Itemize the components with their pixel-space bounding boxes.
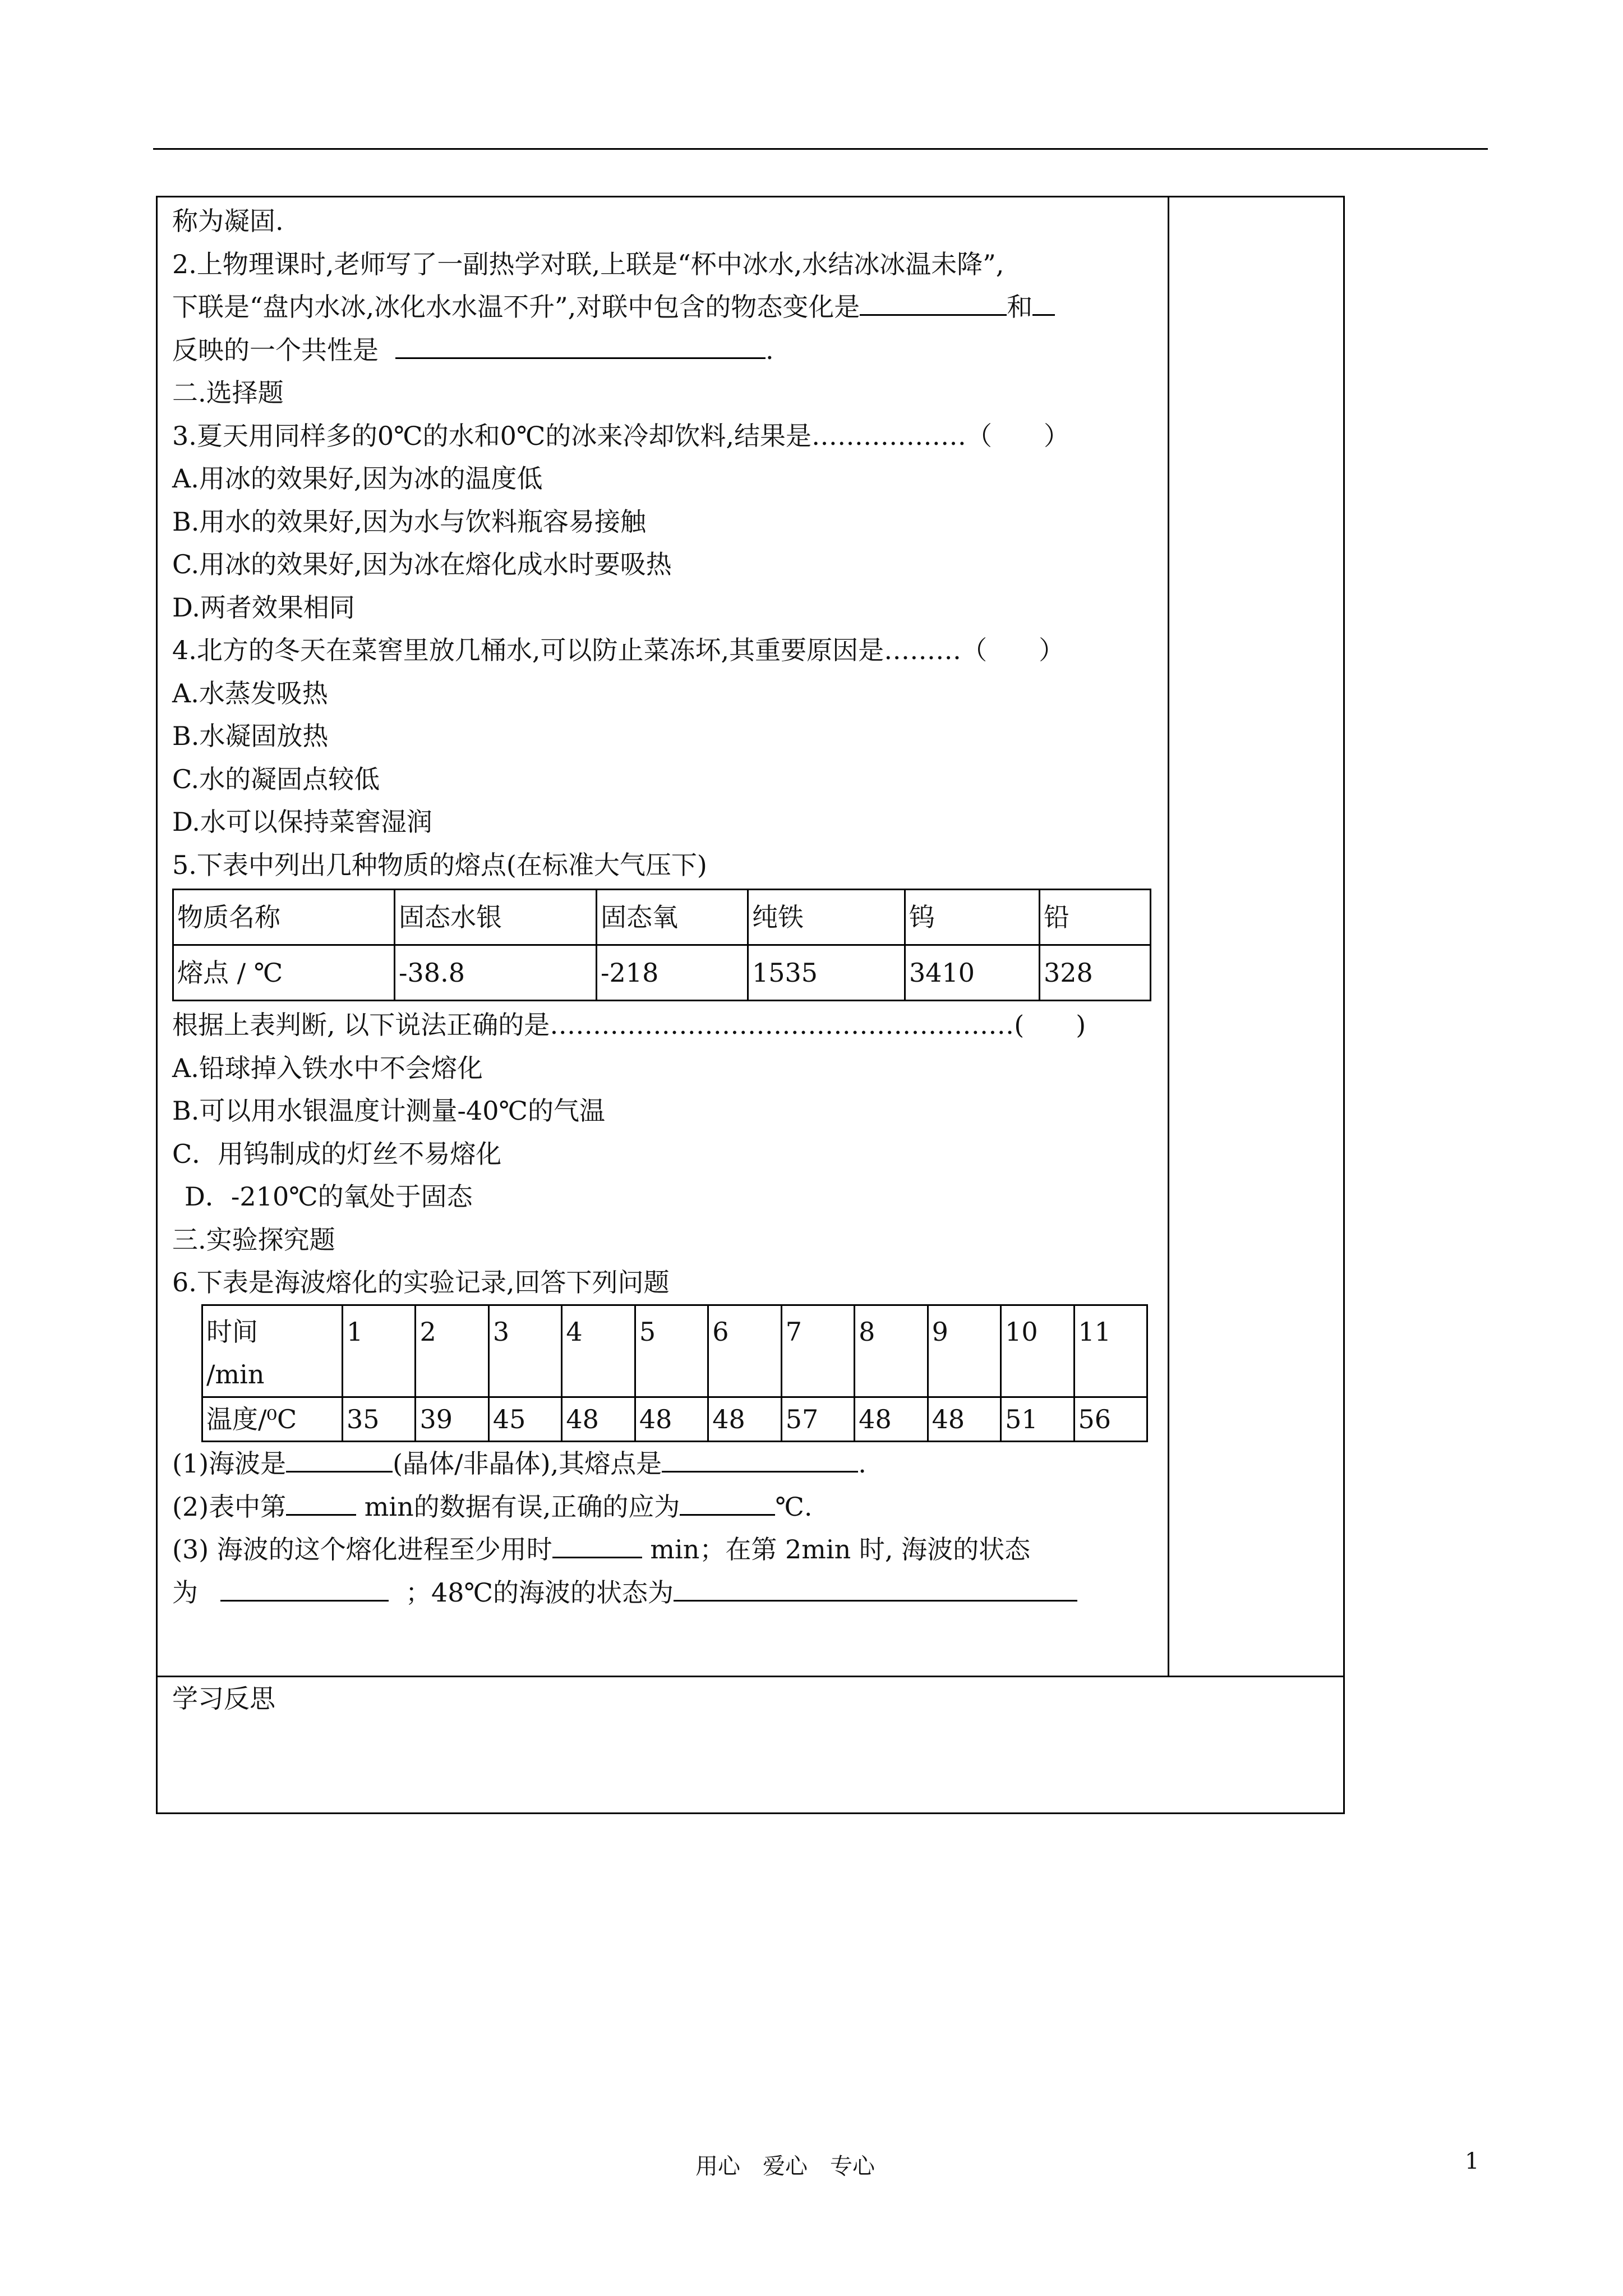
question-2-common: 反映的一个共性是 [172,334,379,365]
question-5-option-b: B.可以用水银温度计测量-40℃的气温 [172,1096,605,1126]
reflection-label: 学习反思 [172,1683,275,1714]
question-2-line-1: 2.上物理课时,老师写了一副热学对联,上联是“杯中冰水,水结冰冰温未降”, [172,249,1004,279]
table-cell: 10 [1001,1305,1074,1397]
header-rule [153,148,1488,150]
footer-motto: 用心 爱心 专心 [695,2154,875,2179]
answer-blank [680,1488,775,1516]
question-4-option-a: A.水蒸发吸热 [172,678,328,708]
answer-blank [1032,288,1055,316]
table-cell: 57 [781,1397,854,1442]
table-cell: 328 [1040,945,1151,1001]
page-number: 1 [1465,2148,1479,2174]
table-cell: 51 [1001,1397,1074,1442]
question-5-option-a: A.铅球掉入铁水中不会熔化 [172,1052,483,1083]
answer-blank [860,288,1007,316]
table-cell: 48 [928,1397,1000,1442]
table-cell: 56 [1074,1397,1147,1442]
question-3-option-a: A.用冰的效果好,因为冰的温度低 [172,463,543,494]
question-3: 3.夏天用同样多的0℃的水和0℃的冰来冷却饮料,结果是………………（ ） [172,420,1069,451]
question-2-and: 和 [1007,292,1033,322]
table-cell: -218 [597,945,748,1001]
question-3-option-d: D.两者效果相同 [172,592,355,623]
table-header-cell: 钨 [905,890,1040,945]
section-2-heading: 二.选择题 [172,378,284,408]
answer-blank [286,1488,356,1516]
table-header-cell: 物质名称 [173,890,395,945]
table-cell: 7 [781,1305,854,1397]
melting-point-table [172,889,1151,1001]
answer-blank [286,1445,393,1473]
table-cell: 11 [1074,1305,1147,1397]
table-cell: 48 [635,1397,708,1442]
question-3-option-b: B.用水的效果好,因为水与饮料瓶容易接触 [172,506,647,537]
question-6-part-3-cont: 为 ；48℃的海波的状态为 [172,1571,1159,1614]
hypo-melting-table [201,1304,1148,1443]
table-cell: 48 [562,1397,635,1442]
question-6-part-2: (2)表中第 min的数据有误,正确的应为 ℃. [172,1485,1159,1529]
table-cell: 5 [635,1305,708,1397]
table-row [173,945,1151,1001]
section-3-heading: 三.实验探究题 [172,1224,335,1255]
table-cell: 48 [708,1397,781,1442]
table-cell: 熔点 / ℃ [173,945,395,1001]
table-row [202,1397,1147,1442]
question-2-text: 下联是“盘内水冰,冰化水水温不升”,对联中包含的物态变化是 [172,292,860,322]
table-header-cell: 纯铁 [748,890,905,945]
question-2-line-3: 反映的一个共性是 . [172,329,1159,372]
table-header-cell: 温度/⁰C [202,1397,343,1442]
answer-blank [662,1445,858,1473]
question-5-option-c: C．用钨制成的灯丝不易熔化 [172,1138,502,1169]
text-line: 称为凝固. [172,206,284,236]
table-cell: 1 [343,1305,416,1397]
question-4-option-c: C.水的凝固点较低 [172,763,380,794]
table-cell: -38.8 [395,945,597,1001]
table-cell: 4 [562,1305,635,1397]
table-row [202,1305,1147,1397]
table-cell: 8 [855,1305,928,1397]
question-5-option-d: D．-210℃的氧处于固态 [185,1181,473,1212]
table-header-cell: 固态氧 [597,890,748,945]
table-cell: 3 [488,1305,561,1397]
table-header-cell: 铅 [1040,890,1151,945]
table-cell: 45 [488,1397,561,1442]
table-row [173,890,1151,945]
table-cell: 39 [416,1397,488,1442]
question-6: 6.下表是海波熔化的实验记录,回答下列问题 [172,1267,670,1297]
table-cell: 1535 [748,945,905,1001]
question-6-part-3: (3) 海波的这个熔化进程至少用时 min；在第 2min 时, 海波的状态 [172,1528,1159,1571]
answer-blank [674,1574,1077,1602]
answer-blank [552,1531,642,1558]
question-6-part-1: (1)海波是 (晶体/非晶体),其熔点是 . [172,1442,1159,1485]
worksheet-content [172,200,1159,1614]
question-2-line-2 [172,286,1159,329]
question-3-option-c: C.用冰的效果好,因为冰在熔化成水时要吸热 [172,549,672,579]
question-5-prompt: 根据上表判断, 以下说法正确的是………………………………………………( ) [172,1010,1086,1040]
table-cell: 6 [708,1305,781,1397]
table-header-cell: 固态水银 [395,890,597,945]
column-divider [1168,196,1169,1677]
question-4: 4.北方的冬天在菜窖里放几桶水,可以防止菜冻坏,其重要原因是………（ ） [172,635,1065,665]
table-cell: 2 [416,1305,488,1397]
answer-blank [220,1574,389,1602]
table-cell: 9 [928,1305,1000,1397]
table-cell: 35 [343,1397,416,1442]
question-4-option-d: D.水可以保持菜窖湿润 [172,807,432,837]
question-4-option-b: B.水凝固放热 [172,721,329,751]
answer-blank [395,332,766,359]
question-5: 5.下表中列出几种物质的熔点(在标准大气压下) [172,849,707,880]
table-cell: 48 [855,1397,928,1442]
table-cell: 3410 [905,945,1040,1001]
section-divider [156,1676,1345,1677]
table-header-cell: 时间 /min [202,1305,343,1397]
